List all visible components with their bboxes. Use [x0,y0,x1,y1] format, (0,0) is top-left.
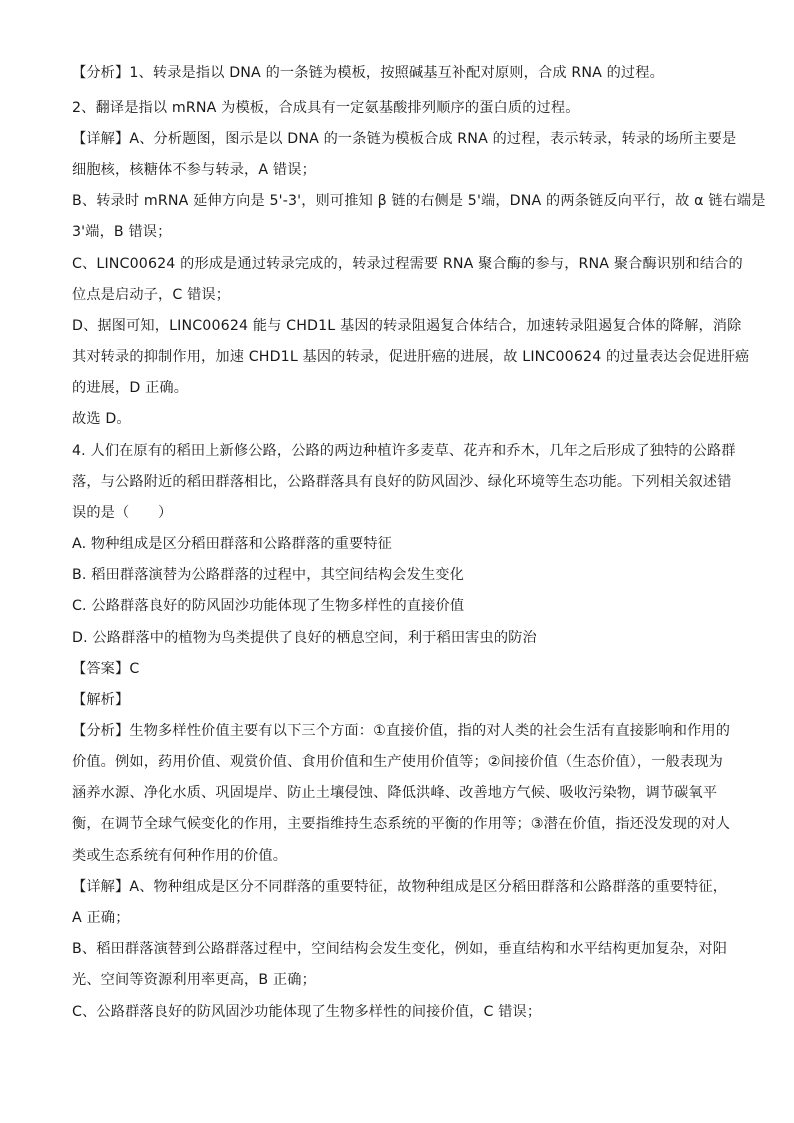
analysis-line-2: 2、翻译是指以 mRNA 为模板，合成具有一定氨基酸排列顺序的蛋白质的过程。 [72,100,580,116]
detail-2-line-a-2: A 正确； [72,910,130,926]
question-4-line-1: 4. 人们在原有的稻田上新修公路，公路的两边种植许多麦草、花卉和乔木，几年之后形成了独特的公路群 [72,443,736,459]
detail-line-b-1: B、转录时 mRNA 延伸方向是 5'-3'，则可推知 β 链的右侧是 5'端，DNA 的两条链反向平行，故 α 链右端是 [72,193,766,209]
detail-line-c-1: C、LINC00624 的形成是通过转录完成的，转录过程需要 RNA 聚合酶的参与，RNA 聚合酶识别和结合的 [72,256,743,272]
analysis-2-line-1: 【分析】生物多样性价值主要有以下三个方面：①直接价值，指的对人类的社会生活有直接影响和作用的 [72,723,731,739]
detail-line-d-1: D、据图可知，LINC00624 能与 CHD1L 基因的转录阻遏复合体结合，加速转录阻遏复合体的降解，消除 [72,318,742,334]
explanation-label: 【解析】 [72,692,130,708]
answer-label: 【答案】C [72,661,140,677]
detail-2-line-c-1: C、公路群落良好的防风固沙功能体现了生物多样性的间接价值，C 错误； [72,1004,542,1020]
conclusion-line: 故选 D。 [72,411,131,427]
detail-line-d-3: 的进展，D 正确。 [72,380,189,396]
option-d: D. 公路群落中的植物为鸟类提供了良好的栖息空间，利于稻田害虫的防治 [72,630,537,646]
analysis-line-1: 【分析】1、转录是指以 DNA 的一条链为模板，按照碱基互补配对原则，合成 RNA 的过程。 [72,65,664,81]
analysis-2-line-2: 价值。例如，药用价值、观赏价值、食用价值和生产使用价值等；②间接价值（生态价值），一般表现为 [72,754,723,770]
detail-2-line-b-2: 光、空间等资源利用率更高，B 正确； [72,972,316,988]
detail-line-a-1: 【详解】A、分析题图，图示是以 DNA 的一条链为模板合成 RNA 的过程，表示转录，转录的场所主要是 [72,131,737,147]
question-4-line-2: 落，与公路附近的稻田群落相比，公路群落具有良好的防风固沙、绿化环境等生态功能。下列相关叙述错 [72,474,732,490]
analysis-2-line-5: 类或生态系统有何种作用的价值。 [72,848,288,864]
detail-line-a-2: 细胞核，核糖体不参与转录，A 错误； [72,162,316,178]
detail-line-d-2: 其对转录的抑制作用，加速 CHD1L 基因的转录，促进肝癌的进展，故 LINC00624 的过量表达会促进肝癌 [72,349,750,365]
analysis-2-line-4: 衡，在调节全球气候变化的作用，主要指维持生态系统的平衡的作用等；③潜在价值，指还没发现的对人 [72,816,731,832]
detail-2-line-a-1: 【详解】A、物种组成是区分不同群落的重要特征，故物种组成是区分稻田群落和公路群落的重要特征， [72,879,728,895]
detail-line-b-2: 3'端，B 错误； [72,224,172,240]
option-c: C. 公路群落良好的防风固沙功能体现了生物多样性的直接价值 [72,598,465,614]
option-b: B. 稻田群落演替为公路群落的过程中，其空间结构会发生变化 [72,567,464,583]
detail-2-line-b-1: B、稻田群落演替到公路群落过程中，空间结构会发生变化，例如，垂直结构和水平结构更加复杂，对阳 [72,941,728,957]
analysis-2-line-3: 涵养水源、净化水质、巩固堤岸、防止土壤侵蚀、降低洪峰、改善地方气候、吸收污染物，调节碳氧平 [72,785,718,801]
question-4-line-3: 误的是（ ） [72,505,173,521]
detail-line-c-2: 位点是启动子，C 错误； [72,287,231,303]
option-a: A. 物种组成是区分稻田群落和公路群落的重要特征 [72,536,393,552]
